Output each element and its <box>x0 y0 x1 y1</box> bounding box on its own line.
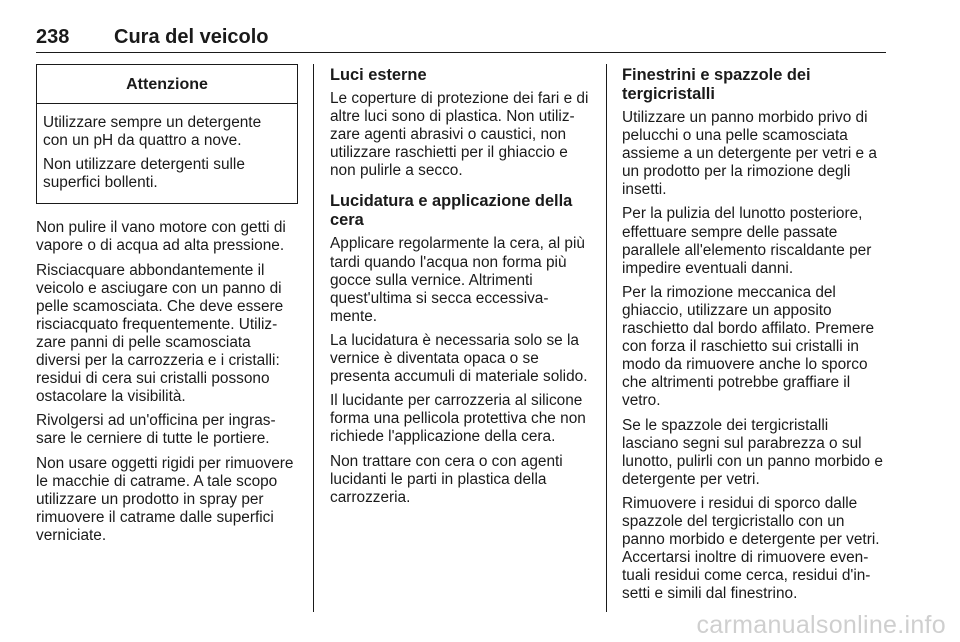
column-divider <box>606 64 607 612</box>
paragraph: Rivolgersi ad un'officina per ingras-sare le cerniere di tutte le portiere. <box>36 412 276 448</box>
column-divider <box>313 64 314 612</box>
paragraph: Non trattare con cera o con agenti lucidanti le parti in plastica della carrozzeria. <box>330 452 563 506</box>
column-left <box>36 64 298 551</box>
column-right <box>622 66 888 609</box>
paragraph: Rimuovere i residui di sporco dalle spazzole del tergicristallo con un panno morbido e detergente per vetri. Accertarsi inoltre di rimuovere even-tuali residui come cerca, residui d'in-setti e simili dal finestrino. <box>622 494 880 603</box>
warning-body <box>37 104 297 203</box>
warning-title: Attenzione <box>37 65 297 104</box>
warning-text: Utilizzare sempre un detergente con un pH da quattro a nove. <box>43 114 262 150</box>
paragraph: Applicare regolarmente la cera, al più tardi quando l'acqua non forma più gocce sulla vernice. Altrimenti quest'ultima si secca eccessiva-mente. <box>330 235 585 325</box>
paragraph: Utilizzare un panno morbido privo di pelucchi o una pelle scamosciata assieme a un detergente per vetri e a un prodotto per la rimozione degli insetti. <box>622 109 877 199</box>
paragraph: Se le spazzole dei tergicristalli lasciano segni sul parabrezza o sul lunotto, pulirli con un panno morbido e detergente per vetri. <box>622 416 883 488</box>
warning-box <box>36 64 298 204</box>
section-heading: Luci esterne <box>330 66 427 84</box>
paragraph: Il lucidante per carrozzeria al silicone forma una pellicola protettiva che non richiede l'applicazione della cera. <box>330 392 586 446</box>
paragraph: Le coperture di protezione dei fari e di altre luci sono di plastica. Non utiliz-zare agenti abrasivi o caustici, non utilizzare raschietti per il ghiaccio e non pulirle a secco. <box>330 90 589 180</box>
section-heading: Lucidatura e applicazione della cera <box>330 192 573 230</box>
column-middle <box>330 66 592 513</box>
page-header <box>36 26 886 53</box>
paragraph: Per la rimozione meccanica del ghiaccio, utilizzare un apposito raschietto dal bordo affilato. Premere con forza il raschietto sui cristalli in modo da rimuovere anche lo sporco che altrimenti potrebbe graffiare il vetro. <box>622 283 875 410</box>
paragraph: Risciacquare abbondantemente il veicolo e asciugare con un panno di pelle scamosciata. Che deve essere risciacquato frequentemente. Utiliz-zare panni di pelle scamosciata diversi per la carrozzeria e i cristalli: residui di cera sui cristalli possono ostacolare la visibilità. <box>36 261 284 406</box>
page-title: Cura del veicolo <box>114 26 269 48</box>
section-heading: Finestrini e spazzole dei tergicristalli <box>622 66 811 103</box>
paragraph: Non usare oggetti rigidi per rimuovere le macchie di catrame. A tale scopo utilizzare un prodotto in spray per rimuovere il catrame dalle superfici verniciate. <box>36 454 294 544</box>
watermark: carmanualsonline.info <box>696 611 946 639</box>
page-number: 238 <box>36 26 70 48</box>
paragraph: Non pulire il vano motore con getti di vapore o di acqua ad alta pressione. <box>36 219 286 255</box>
paragraph: Per la pulizia del lunotto posteriore, effettuare sempre delle passate parallele all'elemento riscaldante per impedire eventuali danni. <box>622 205 872 277</box>
paragraph: La lucidatura è necessaria solo se la vernice è diventata opaca o se presenta accumuli di materiale solido. <box>330 331 588 386</box>
warning-text: Non utilizzare detergenti sulle superfici bollenti. <box>43 156 245 192</box>
